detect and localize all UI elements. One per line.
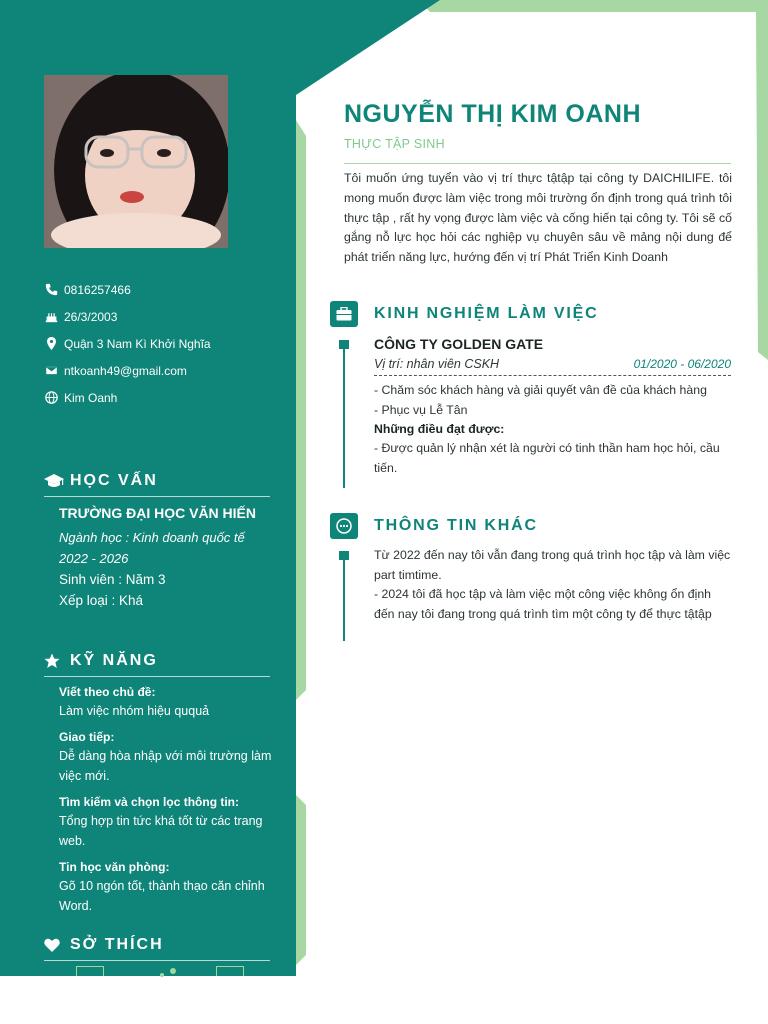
skill-item [59,858,274,916]
contact-phone-value: 0816257466 [64,282,131,297]
other-info-line: Từ 2022 đến nay tôi vẫn đang trong quá trình học tập và làm việc part timtime. [374,548,731,582]
contact-address-value: Quận 3 Nam Kì Khởi Nghĩa [64,336,211,351]
contact-list [44,276,274,411]
job-dates: 01/2020 - 06/2020 [633,357,731,371]
sidebar [0,0,296,976]
skills-list [59,683,274,923]
skill-description: Làm việc nhóm hiệu ququả [59,704,210,718]
career-objective: Tôi muốn ứng tuyển vào vị trí thực tậtập tại công ty DAICHILIFE. tôi mong muốn được làm việc trong môi trường ổn định trong quá trình tôi thực tập , rất hy vọng được làm việc và cống hiến tại công ty. Tôi sẽ cố gắng nỗ lực học hỏi các nghiệp vụ chuyên sâu về mảng nội dung để phát triển năng lực, hướng đến vị trí Phát Triển Kinh Doanh [344,171,732,265]
education-entry [59,503,274,611]
role-line [374,357,731,376]
contact-website-link[interactable]: Kim Oanh [64,390,118,405]
music-icon [146,966,174,976]
video-icon [76,966,104,976]
email-icon [44,364,58,378]
other-info-heading: THÔNG TIN KHÁC [374,517,538,534]
skills-heading [44,652,270,677]
candidate-position: THỰC TẬP SINH [344,137,445,151]
other-info-content [374,546,732,624]
skill-item [59,728,274,786]
candidate-name: NGUYỄN THỊ KIM OANH [344,100,641,128]
hobby-icons [44,962,270,976]
heart-icon [44,937,64,953]
other-info-line: - 2024 tôi đã học tập và làm việc một công việc không ổn định đến nay tôi đang trong quá trình tìm một công ty để thực tậtập [374,587,712,621]
skill-title: Viết theo chủ đề: [59,685,156,699]
academic-rank: Xếp loại : Khá [59,593,144,608]
globe-icon [44,391,58,405]
skill-description: Dễ dàng hòa nhập với môi trường làm việc mới. [59,749,272,783]
contact-address [44,330,274,357]
education-heading-label: HỌC VẤN [70,472,158,489]
contact-phone [44,276,274,303]
job-duties [374,381,731,478]
job-entry [374,336,731,478]
major: Ngành học : Kinh doanh quốc tế [59,530,245,545]
birthday-cake-icon [44,310,58,324]
skill-description: Gõ 10 ngón tốt, thành thạo căn chỉnh Word. [59,879,265,913]
job-role: Vị trí: nhân viên CSKH [374,357,500,371]
achievements-title: Những điều đạt được: [374,422,505,436]
experience-heading: KINH NGHIỆM LÀM VIỆC [374,305,599,322]
chat-bubble-icon [330,513,358,539]
skill-item [59,683,274,721]
skill-title: Tìm kiếm và chọn lọc thông tin: [59,795,240,809]
skill-item [59,793,274,851]
star-icon [44,653,64,669]
contact-email-link[interactable]: ntkoanh49@gmail.com [64,363,187,378]
phone-icon [44,283,58,297]
timeline-line [343,340,345,488]
timeline-line [343,551,345,641]
achievement-item: - Được quản lý nhận xét là người có tinh thần ham học hỏi, cầu tiến. [374,441,720,475]
skill-description: Tổng hợp tin tức khá tốt từ các trang web. [59,814,263,848]
skill-title: Giao tiếp: [59,730,115,744]
profile-photo [44,75,228,248]
location-pin-icon [44,337,58,351]
hobbies-heading [44,936,270,961]
graduation-cap-icon [44,473,64,489]
hobbies-heading-label: SỞ THÍCH [70,936,164,953]
contact-email [44,357,274,384]
duty-item: - Chăm sóc khách hàng và giải quyết vân đề của khách hàng [374,383,707,397]
study-years: 2022 - 2026 [59,551,129,566]
skills-heading-label: KỸ NĂNG [70,652,158,669]
company-name: CÔNG TY GOLDEN GATE [374,336,544,352]
header-divider [344,163,731,164]
student-year: Sinh viên : Năm 3 [59,572,166,587]
skill-title: Tin học văn phòng: [59,860,170,874]
briefcase-icon [330,301,358,327]
school-name: TRƯỜNG ĐẠI HỌC VĂN HIẾN [59,505,257,521]
contact-website [44,384,274,411]
contact-birthday [44,303,274,330]
photo-icon [216,966,244,976]
education-heading [44,472,270,497]
contact-birthday-value: 26/3/2003 [64,309,118,324]
duty-item: - Phục vụ Lễ Tân [374,402,468,417]
